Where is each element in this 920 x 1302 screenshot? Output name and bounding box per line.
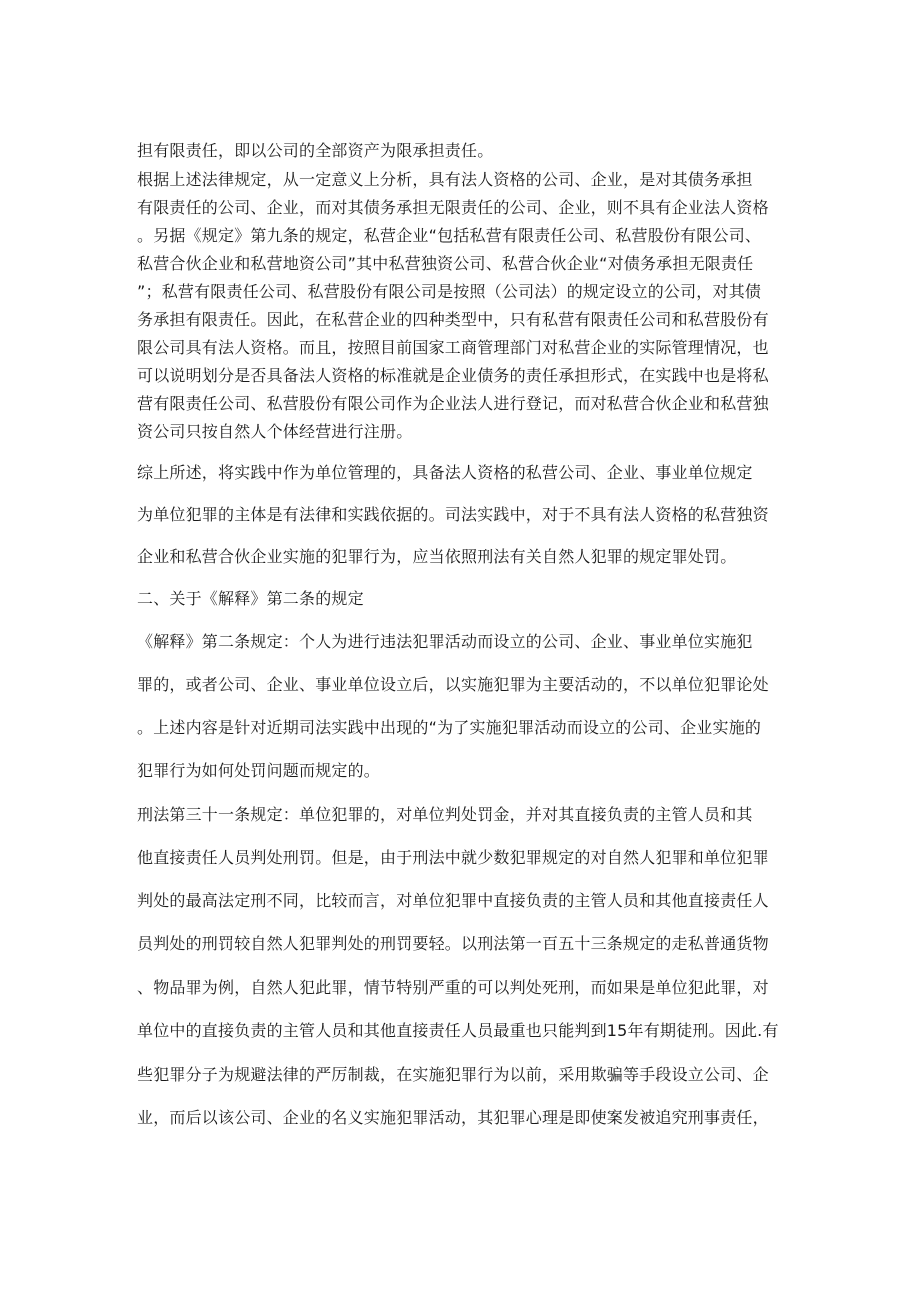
text-line: 判处的最高法定刑不同，比较而言，对单位犯罪中直接负责的主管人员和其他直接责任人 bbox=[137, 891, 769, 910]
text-line: 私营合伙企业和私营地资公司”其中私营独资公司、私营合伙企业“对债务承担无限责任 bbox=[137, 254, 754, 273]
section-heading: 二、关于《解释》第二条的规定 bbox=[137, 589, 364, 608]
text-line: 罪的，或者公司、企业、事业单位设立后，以实施犯罪为主要活动的，不以单位犯罪论处 bbox=[137, 675, 769, 694]
text-line: 。上述内容是针对近期司法实践中出现的“为了实施犯罪活动而设立的公司、企业实施的 bbox=[137, 718, 762, 737]
text-line: 根据上述法律规定，从一定意义上分析，具有法人资格的公司、企业，是对其债务承担 bbox=[137, 170, 753, 189]
text-line: 为单位犯罪的主体是有法律和实践依据的。司法实践中，对于不具有法人资格的私营独资 bbox=[137, 505, 769, 524]
text-line: 单位中的直接负责的主管人员和其他直接责任人员最重也只能判到15年有期徒刑。因此.有 bbox=[137, 1021, 779, 1040]
text-line: 、物品罪为例，自然人犯此罪，情节特别严重的可以判处死刑，而如果是单位犯此罪，对 bbox=[137, 978, 769, 997]
text-line: 《解释》第二条规定：个人为进行违法犯罪活动而设立的公司、企业、事业单位实施犯 bbox=[137, 632, 753, 651]
text-line: 限公司具有法人资格。而且，按照目前国家工商管理部门对私营企业的实际管理情况，也 bbox=[137, 338, 769, 357]
text-line: 务承担有限责任。因此，在私营企业的四种类型中，只有私营有限责任公司和私营股份有 bbox=[137, 310, 769, 329]
text-line: 营有限责任公司、私营股份有限公司作为企业法人进行登记，而对私营合伙企业和私营独 bbox=[137, 394, 769, 413]
text-line: 犯罪行为如何处罚问题而规定的。 bbox=[137, 761, 381, 780]
text-line: 担有限责任，即以公司的全部资产为限承担责任。 bbox=[137, 141, 494, 160]
text-line: 他直接责任人员判处刑罚。但是，由于刑法中就少数犯罪规定的对自然人犯罪和单位犯罪 bbox=[137, 848, 769, 867]
text-line: 刑法第三十一条规定：单位犯罪的，对单位判处罚金，并对其直接负责的主管人员和其 bbox=[137, 805, 753, 824]
text-line: ”；私营有限责任公司、私营股份有限公司是按照（公司法）的规定设立的公司，对其债 bbox=[137, 282, 762, 301]
text-line: 些犯罪分子为规避法律的严厉制裁，在实施犯罪行为以前，采用欺骗等手段设立公司、企 bbox=[137, 1065, 769, 1084]
text-line: 。另据《规定》第九条的规定，私营企业“包括私营有限责任公司、私营股份有限公司、 bbox=[137, 226, 762, 245]
text-line: 可以说明划分是否具备法人资格的标准就是企业债务的责任承担形式，在实践中也是将私 bbox=[137, 366, 769, 385]
text-line: 业，而后以该公司、企业的名义实施犯罪活动，其犯罪心理是即使案发被追究刑事责任， bbox=[137, 1108, 769, 1127]
text-line: 有限责任的公司、企业，而对其债务承担无限责任的公司、企业，则不具有企业法人资格 bbox=[137, 198, 769, 217]
text-line: 综上所述，将实践中作为单位管理的，具备法人资格的私营公司、企业、事业单位规定 bbox=[137, 463, 753, 482]
text-line: 企业和私营合伙企业实施的犯罪行为，应当依照刑法有关自然人犯罪的规定罪处罚。 bbox=[137, 547, 737, 566]
text-line: 员判处的刑罚较自然人犯罪判处的刑罚要轻。以刑法第一百五十三条规定的走私普通货物 bbox=[137, 934, 769, 953]
text-line: 资公司只按自然人个体经营进行注册。 bbox=[137, 422, 413, 441]
